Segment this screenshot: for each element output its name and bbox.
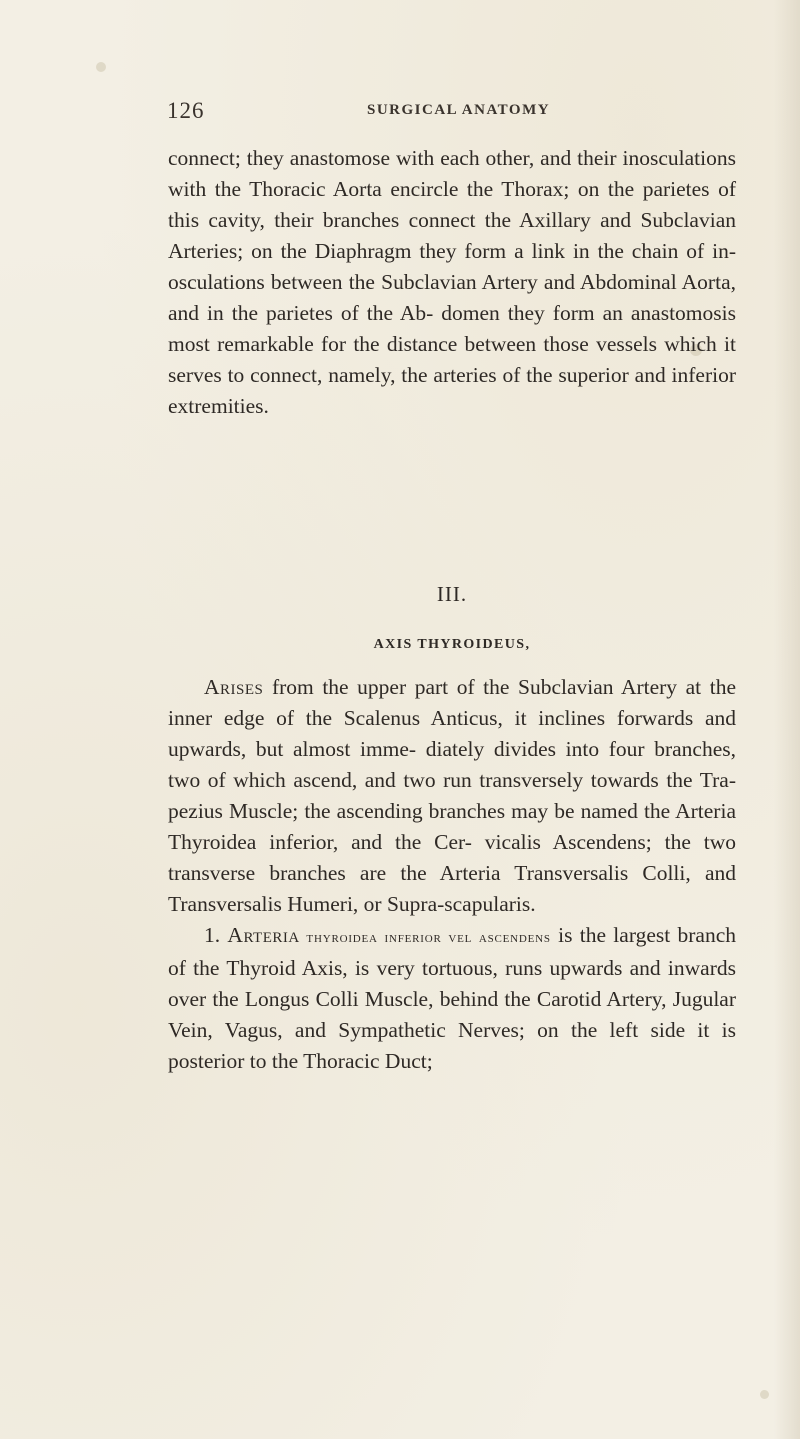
- paragraph-lead-word: Arteria: [227, 923, 300, 947]
- paragraph-arises: [168, 672, 736, 920]
- paragraph-continuation: [168, 143, 736, 422]
- paragraph-lead-phrase: thyroidea inferior vel ascendens: [299, 929, 551, 946]
- paragraph-lead-word: Arises: [204, 675, 264, 699]
- section-body: [168, 672, 736, 1077]
- paper-fleck: [760, 1390, 769, 1399]
- running-head: [167, 98, 727, 128]
- paragraph-text: connect; they anastomose with each other, and their inosculations with the Thoracic Aorta encircle the Thorax; on the parietes of this cavity, their branches connect the Axillary and Subclavian Arteries; on the Diaphragm they form a link in the chain of in- osculations between the Subclavian Artery and Abdominal Aorta, and in the parietes of the Ab- domen they form an anastomosis most remarkable for the distance between those vessels which it serves to connect, namely, the arteries of the superior and inferior extremities.: [168, 146, 736, 418]
- section-numeral: III.: [436, 582, 468, 606]
- paragraph-text: from the upper part of the Subclavian Artery at the inner edge of the Scalenus Anticus, it inclines forwards and upwards, but almost imme- diately divides into four branches, two of which ascend, and two run transversely towards the Tra- pezius Muscle; the ascending branches may be named the Arteria Thyroidea inferior, and the Cer- vicalis Ascendens; the two transverse branches are the Arteria Transversalis Colli, and Transversalis Humeri, or Supra-scapularis.: [168, 675, 736, 916]
- running-head-title: SURGICAL ANATOMY: [367, 102, 551, 118]
- paragraph-text: is the largest branch of the Thyroid Axis, is very tortuous, runs upwards and inwards over the Longus Colli Muscle, behind the Carotid Artery, Jugular Vein, Vagus, and Sympathetic Nerves; on the left side it is posterior to the Thoracic Duct;: [168, 923, 737, 1073]
- paragraph-number: 1.: [204, 923, 228, 947]
- page-edge-shadow: [774, 0, 800, 1439]
- section-heading: AXIS THYROIDEUS,: [373, 637, 531, 652]
- paragraph-arteria-thyroidea: [168, 920, 736, 1077]
- paper-fleck: [96, 62, 106, 72]
- page-number: 126: [167, 98, 205, 123]
